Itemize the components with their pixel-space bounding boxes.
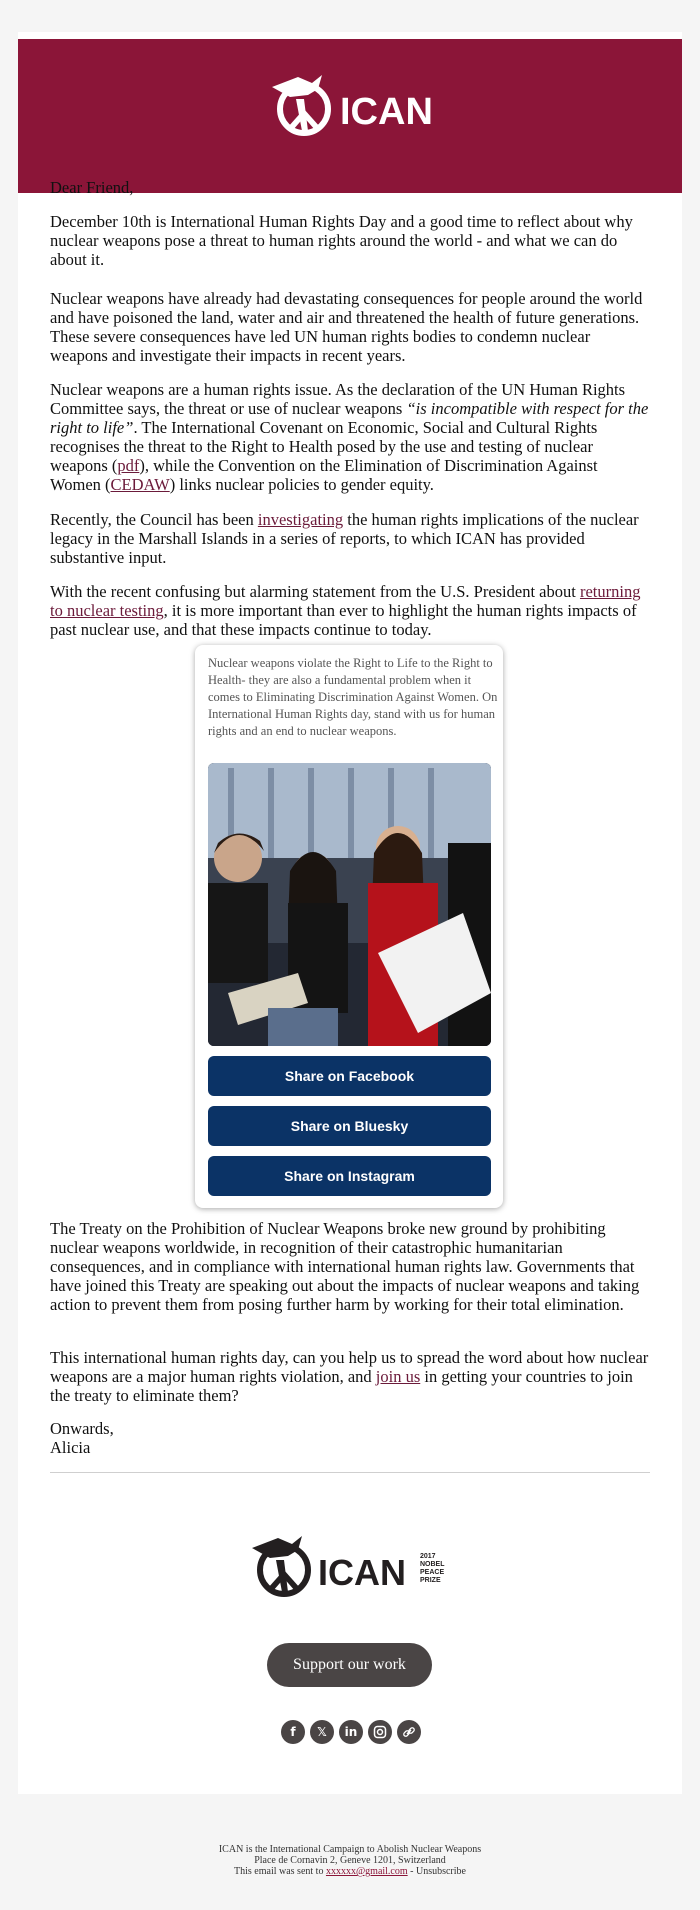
recipient-email-link[interactable]: xxxxxx@gmail.com: [325, 1866, 408, 1877]
footer-dove-icon: [252, 1536, 302, 1558]
greeting: Dear Friend,: [50, 178, 134, 197]
dove-icon: [272, 75, 322, 97]
facebook-icon[interactable]: f: [281, 1720, 305, 1744]
footer-email-line: This email was sent to xxxxxx@gmail.com - Unsubscribe: [234, 1866, 466, 1877]
footer-address: Place de Cornavin 2, Geneve 1201, Switzerland: [254, 1855, 446, 1866]
activists-photo: [208, 763, 491, 1046]
ican-logo[interactable]: [268, 69, 438, 141]
paragraph-1: December 10th is International Human Rights Day and a good time to reflect about why nuclear weapons pose a threat to human rights around the world - and what we can do about it.: [50, 212, 633, 269]
unsubscribe-link[interactable]: - Unsubscribe: [407, 1866, 466, 1877]
link-icon[interactable]: [397, 1720, 421, 1744]
instagram-icon[interactable]: [368, 1720, 392, 1744]
share-text: Nuclear weapons violate the Right to Life to the Right to Health- they are also a fundamental problem when it comes to Eliminating Discrimination Against Women. On International Human Rights day, stand with us for human rights and an end to nuclear weapons.: [208, 656, 498, 738]
svg-text:PEACE: PEACE: [420, 1569, 445, 1576]
signoff: Onwards, Alicia: [50, 1419, 650, 1457]
share-bluesky-button[interactable]: Share on Bluesky: [208, 1106, 491, 1146]
nuclear-testing-link[interactable]: returning to nuclear testing: [50, 582, 641, 620]
support-our-work-button[interactable]: Support our work: [267, 1643, 432, 1687]
signature: Alicia: [50, 1438, 91, 1457]
share-instagram-button[interactable]: Share on Instagram: [208, 1156, 491, 1196]
paragraph-3: Nuclear weapons are a human rights issue. As the declaration of the UN Human Rights Committee says, the threat or use of nuclear weapons “is incompatible with respect for the right to life”. The International Covenant on Economic, Social and Cultural Rights recognises the threat to the Right to Health posed by the use and testing of nuclear weapons (pdf), while the Convention on the Elimination of Discrimination Against Women (CEDAW) links nuclear policies to gender equity.: [50, 380, 649, 494]
paragraph-2: Nuclear weapons have already had devastating consequences for people around the world and have poisoned the land, water and air and threatened the health of future generations. These severe consequences have led UN human rights bodies to condemn nuclear weapons and investigate their impacts in recent years.: [50, 289, 643, 365]
header-banner: [18, 39, 682, 193]
cedaw-link[interactable]: CEDAW: [110, 475, 170, 494]
paragraph-7: This international human rights day, can you help us to spread the word about how nuclear weapons are a major human rights violation, and join us in getting your countries to join the treaty to eliminate them?: [50, 1348, 649, 1405]
svg-text:PRIZE: PRIZE: [420, 1577, 441, 1584]
paragraph-4: Recently, the Council has been investigating the human rights implications of the nuclear legacy in the Marshall Islands in a series of reports, to which ICAN has provided substantive input.: [50, 510, 639, 567]
share-facebook-button[interactable]: Share on Facebook: [208, 1056, 491, 1096]
join-us-link[interactable]: join us: [375, 1367, 421, 1386]
svg-text:2017: 2017: [420, 1553, 436, 1560]
footer-org-line: ICAN is the International Campaign to Abolish Nuclear Weapons: [218, 1844, 482, 1855]
linkedin-icon[interactable]: in: [339, 1720, 363, 1744]
svg-text:NOBEL: NOBEL: [420, 1561, 445, 1568]
pdf-link[interactable]: pdf: [117, 456, 140, 475]
paragraph-5: With the recent confusing but alarming statement from the U.S. President about returning to nuclear testing, it is more important than ever to highlight the human rights impacts of past nuclear use, and that these impacts continue to today.: [50, 582, 641, 639]
share-card: [195, 645, 503, 1208]
svg-text:ICAN: ICAN: [340, 91, 433, 133]
quote: “is incompatible with respect for the right to life”: [50, 399, 649, 437]
email-card: [18, 32, 682, 1794]
paragraph-6: The Treaty on the Prohibition of Nuclear Weapons broke new ground by prohibiting nuclear weapons worldwide, in recognition of their catastrophic humanitarian consequences, and in compliance with international human rights law. Governments that have joined this Treaty are speaking out about the impacts of nuclear weapons and taking action to prevent them from posing further harm by working for their total elimination.: [50, 1219, 640, 1314]
social-links: [281, 1720, 421, 1746]
divider: [50, 1472, 650, 1473]
investigating-link[interactable]: investigating: [257, 510, 344, 529]
footer-ican-logo[interactable]: [248, 1532, 458, 1602]
x-icon[interactable]: 𝕏: [310, 1720, 334, 1744]
svg-text:ICAN: ICAN: [318, 1552, 406, 1593]
